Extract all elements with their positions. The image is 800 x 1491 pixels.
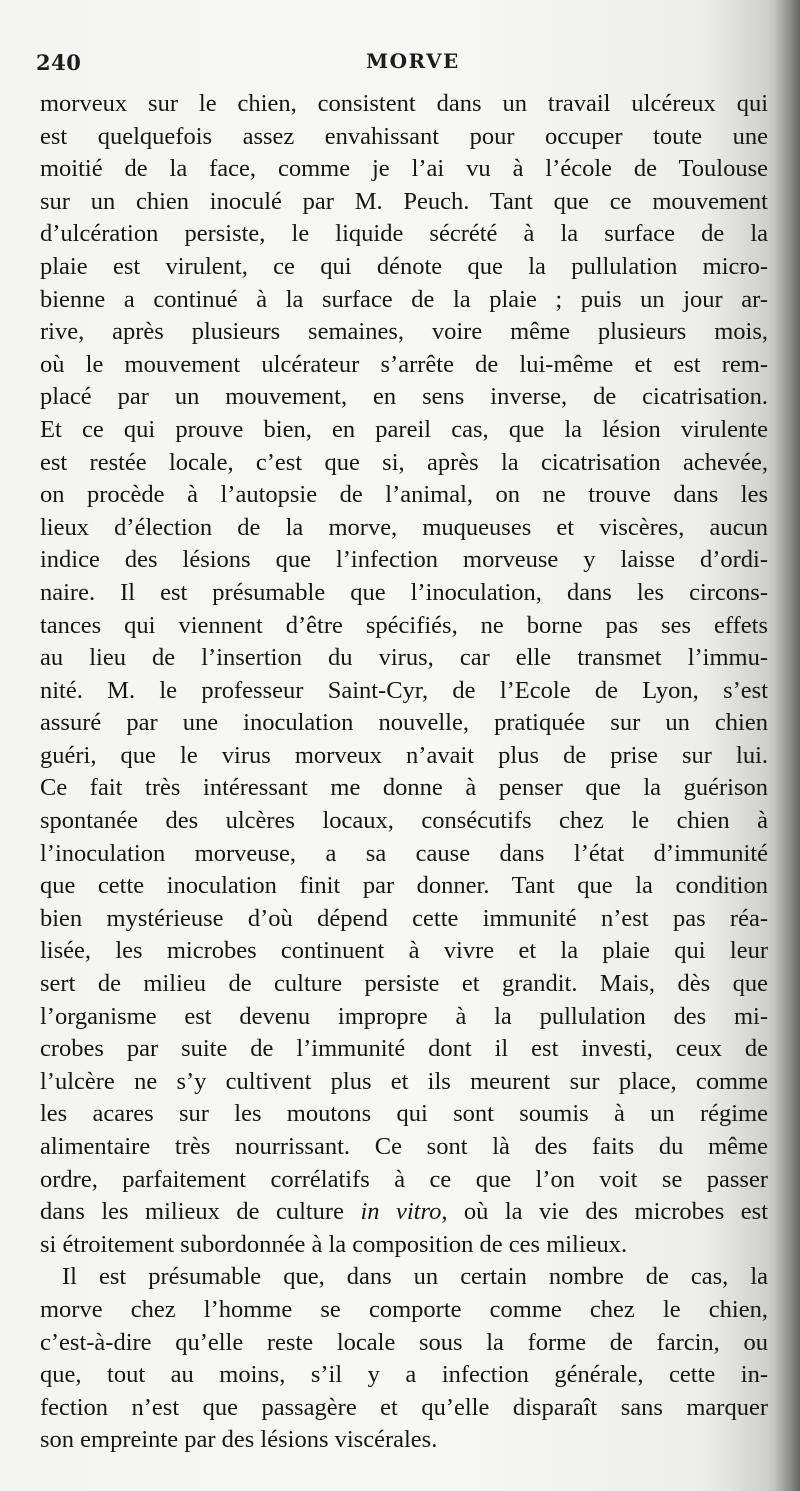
text-line: lieux d’élection de la morve, muqueuses et viscères, aucun — [40, 513, 768, 541]
text-line: bienne a continué à la surface de la plaie ; puis un jour ar- — [40, 285, 768, 313]
text-line: où le mouvement ulcérateur s’arrête de lui-même et est rem- — [40, 350, 768, 378]
text-line: moitié de la face, comme je l’ai vu à l’école de Toulouse — [40, 155, 768, 183]
body-text — [40, 88, 768, 1457]
text-line: que cette inoculation finit par donner. Tant que la condition — [40, 872, 768, 900]
text-line: lisée, les microbes continuent à vivre et la plaie qui leur — [40, 937, 768, 965]
page-number: 240 — [36, 50, 82, 75]
text-line: les acares sur les moutons qui sont soumis à un régime — [40, 1100, 768, 1128]
text-line: dans les milieux de culture in vitro, où la vie des microbes est — [40, 1198, 769, 1226]
text-line: spontanée des ulcères locaux, consécutifs chez le chien à — [40, 807, 768, 835]
text-line: plaie est virulent, ce qui dénote que la pullulation micro- — [40, 252, 768, 280]
paragraph — [40, 1261, 768, 1457]
text-line: assuré par une inoculation nouvelle, pratiquée sur un chien — [40, 709, 768, 737]
text-line: alimentaire très nourrissant. Ce sont là des faits du même — [40, 1133, 768, 1160]
text-line: bien mystérieuse d’où dépend cette immunité n’est pas réa- — [40, 904, 768, 932]
text-line: d’ulcération persiste, le liquide sécrété à la surface de la — [40, 220, 768, 248]
text-line: on procède à l’autopsie de l’animal, on ne trouve dans les — [40, 481, 768, 509]
text-line: Et ce qui prouve bien, en pareil cas, que la lésion virulente — [40, 415, 768, 443]
text-line: l’organisme est devenu impropre à la pullulation des mi- — [40, 1002, 768, 1030]
text-line: si étroitement subordonnée à la composition de ces milieux. — [40, 1230, 628, 1258]
text-line: l’ulcère ne s’y cultivent plus et ils meurent sur place, comme — [40, 1067, 768, 1095]
text-line: sert de milieu de culture persiste et grandit. Mais, dès que — [40, 970, 768, 998]
text-line: ordre, parfaitement corrélatifs à ce que l’on voit se passer — [40, 1165, 768, 1193]
text-line: sur un chien inoculé par M. Peuch. Tant que ce mouvement — [40, 187, 768, 215]
text-line: guéri, que le virus morveux n’avait plus de prise sur lui. — [40, 741, 768, 769]
text-line: morveux sur le chien, consistent dans un travail ulcéreux qui — [40, 90, 768, 117]
text-line: son empreinte par des lésions viscérales. — [40, 1426, 438, 1454]
text-line: crobes par suite de l’immunité dont il est investi, ceux de — [40, 1035, 768, 1063]
page-header — [36, 46, 766, 78]
text-line: l’inoculation morveuse, a sa cause dans l’état d’immunité — [40, 839, 768, 867]
text-line: fection n’est que passagère et qu’elle disparaît sans marquer — [40, 1393, 768, 1421]
paragraph — [40, 88, 768, 1261]
text-line: indice des lésions que l’infection morveuse y laisse d’ordi- — [40, 546, 768, 574]
text-line: naire. Il est présumable que l’inoculation, dans les circons- — [40, 578, 768, 606]
text-line: au lieu de l’insertion du virus, car elle transmet l’immu- — [40, 644, 768, 672]
text-line: Ce fait très intéressant me donne à penser que la guérison — [40, 774, 768, 802]
text-line: placé par un mouvement, en sens inverse, de cicatrisation. — [40, 383, 768, 411]
text-line: Il est présumable que, dans un certain nombre de cas, la — [62, 1263, 768, 1291]
text-line: rive, après plusieurs semaines, voire même plusieurs mois, — [40, 318, 768, 346]
text-line: morve chez l’homme se comporte comme chez le chien, — [40, 1295, 768, 1323]
text-line: est restée locale, c’est que si, après la cicatrisation achevée, — [40, 448, 768, 476]
text-line: c’est-à-dire qu’elle reste locale sous la forme de farcin, ou — [40, 1328, 768, 1356]
page-edge-shadow — [774, 0, 800, 1491]
text-line: est quelquefois assez envahissant pour occuper toute une — [40, 122, 768, 150]
text-line: tances qui viennent d’être spécifiés, ne borne pas ses effets — [40, 611, 768, 639]
italic-term: in vitro — [360, 1198, 442, 1226]
text-line: nité. M. le professeur Saint-Cyr, de l’Ecole de Lyon, s’est — [40, 676, 768, 704]
running-title: MORVE — [366, 49, 460, 73]
text-line: que, tout au moins, s’il y a infection générale, cette in- — [40, 1361, 768, 1389]
